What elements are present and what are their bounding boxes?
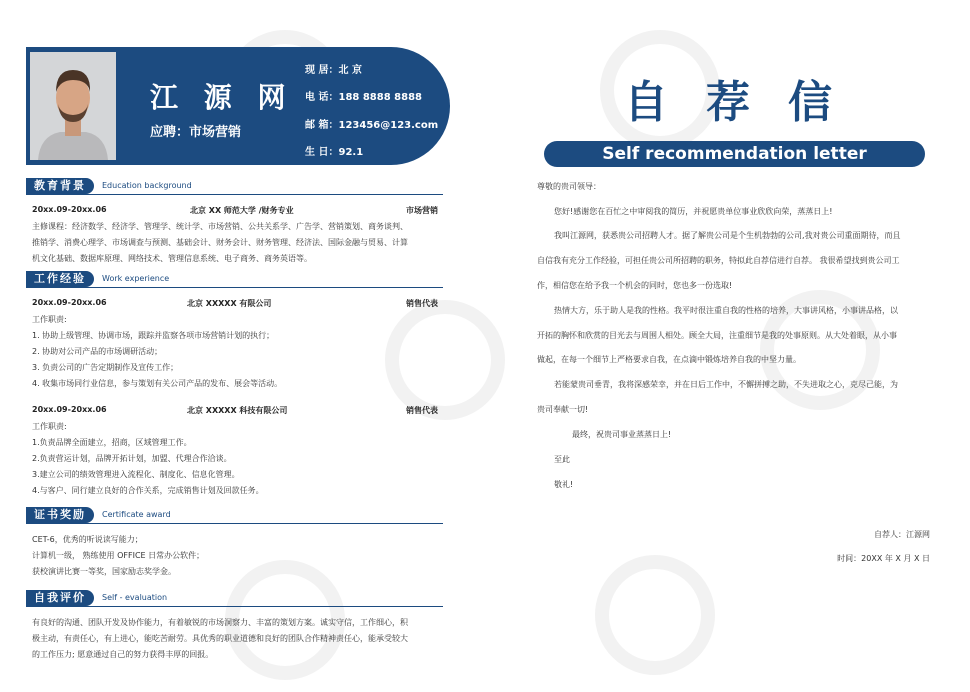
award-line: 计算机一级， 熟练使用 OFFICE 日常办公软件； bbox=[32, 551, 205, 560]
work-period: 20xx.09-20xx.06 bbox=[32, 405, 107, 414]
education-school: 北京 XX 师范大学 /财务专业 bbox=[190, 206, 294, 215]
info-phone bbox=[305, 88, 422, 103]
letter-paragraph: 自信我有充分工作经验，可担任贵公司所招聘的职务，特拟此自荐信进行自荐。 我很希望找到贵公司工 bbox=[537, 256, 900, 265]
section-divider bbox=[26, 606, 443, 607]
letter-title: 自荐信 bbox=[624, 77, 870, 128]
award-line: 获校演讲比赛一等奖，国家励志奖学金。 bbox=[32, 567, 176, 576]
work-company: 北京 XXXXX 科技有限公司 bbox=[187, 406, 288, 415]
section-title-en: Work experience bbox=[102, 274, 170, 283]
info-label: 邮 箱： bbox=[305, 120, 339, 131]
work-label: 工作职责: bbox=[32, 422, 67, 431]
self-eval-line: 的工作压力; 愿意通过自己的努力获得丰厚的回报。 bbox=[32, 650, 214, 659]
letter-paragraph: 开拓的胸怀和欣赏的目光去与周围人相处。顾全大局，注重细节是我的处事原则。从大处着眼，从小事 bbox=[537, 331, 897, 340]
letter-signer: 自荐人：江源网 bbox=[874, 530, 930, 539]
work-row bbox=[32, 405, 442, 417]
letter-greeting: 尊敬的贵司领导： bbox=[537, 182, 601, 191]
section-divider bbox=[26, 287, 443, 288]
section-title: 工作经验 bbox=[26, 271, 94, 287]
info-value: 188 8888 8888 bbox=[338, 92, 422, 103]
education-major: 市场营销 bbox=[406, 206, 438, 215]
work-line: 3.建立公司的绩效管理进入流程化、制度化、信息化管理。 bbox=[32, 470, 240, 479]
education-row bbox=[32, 205, 442, 217]
self-eval-line: 极主动，有责任心，有上进心，能吃苦耐劳。具优秀的职业道德和良好的团队合作精神责任心，能承受较大 bbox=[32, 634, 408, 643]
info-label: 电 话： bbox=[305, 92, 339, 103]
work-label: 工作职责: bbox=[32, 315, 67, 324]
self-eval-line: 有良好的沟通、团队开发及协作能力，有着敏锐的市场洞察力、丰富的策划方案。诚实守信，工作细心，积 bbox=[32, 618, 408, 627]
info-label: 现 居： bbox=[305, 65, 339, 76]
work-line: 4. 收集市场同行业信息，参与策划有关公司产品的发布、展会等活动。 bbox=[32, 379, 283, 388]
letter-closing: 最终，祝贵司事业蒸蒸日上! bbox=[572, 430, 672, 439]
education-period: 20xx.09-20xx.06 bbox=[32, 205, 107, 214]
info-value: 北 京 bbox=[338, 65, 362, 76]
letter-paragraph: 我叫江源网，获悉贵公司招聘人才。据了解贵公司是个生机勃勃的公司,我对贵公司重面期待，而且 bbox=[554, 231, 901, 240]
info-email bbox=[305, 116, 438, 131]
watermark-logo bbox=[595, 555, 715, 675]
work-line: 3. 负责公司的广告定期制作及宣传工作； bbox=[32, 363, 179, 372]
work-company: 北京 XXXXX 有限公司 bbox=[187, 299, 272, 308]
info-birthday bbox=[305, 143, 363, 158]
section-title-en: Self - evaluation bbox=[102, 593, 168, 602]
award-line: CET-6，优秀的听说读写能力； bbox=[32, 535, 143, 544]
education-line: 推销学、消费心理学、市场调查与预测、基础会计、财务会计、财务管理、经济法、国际金融与贸易、计算 bbox=[32, 238, 408, 247]
education-line: 机文化基础、数据库原理、网络技术、管理信息系统、电子商务、商务英语等。 bbox=[32, 254, 312, 263]
applying-position: 应聘：市场营销 bbox=[150, 125, 242, 140]
work-line: 4.与客户、同行建立良好的合作关系，完成销售计划及回款任务。 bbox=[32, 486, 264, 495]
candidate-name: 江 源 网 bbox=[150, 81, 294, 114]
work-line: 1. 协助上级管理、协调市场，跟踪并监察各项市场营销计划的执行； bbox=[32, 331, 275, 340]
letter-sign-off: 至此 bbox=[554, 455, 570, 464]
letter-date: 时间：20XX 年 X 月 X 日 bbox=[837, 554, 930, 563]
info-label: 生 日： bbox=[305, 147, 339, 158]
section-title-en: Certificate award bbox=[102, 510, 171, 519]
info-location bbox=[305, 61, 362, 76]
section-title: 证书奖励 bbox=[26, 507, 94, 523]
section-divider bbox=[26, 194, 443, 195]
work-period: 20xx.09-20xx.06 bbox=[32, 298, 107, 307]
info-value: 123456@123.com bbox=[338, 120, 439, 131]
letter-sign-off: 敬礼! bbox=[554, 480, 574, 489]
watermark-logo bbox=[385, 300, 505, 420]
info-value: 92.1 bbox=[338, 147, 364, 158]
letter-paragraph: 贵司奉献一切! bbox=[537, 405, 589, 414]
avatar bbox=[30, 52, 116, 160]
work-position: 销售代表 bbox=[406, 406, 438, 415]
section-title-en: Education background bbox=[102, 181, 192, 190]
section-title: 自我评价 bbox=[26, 590, 94, 606]
section-divider bbox=[26, 523, 443, 524]
work-position: 销售代表 bbox=[406, 299, 438, 308]
letter-paragraph: 做起，在每一个细节上严格要求自我，在点滴中锻炼培养自我的中坚力量。 bbox=[537, 355, 801, 364]
letter-paragraph: 您好!感谢您在百忙之中审阅我的简历，并祝愿贵单位事业欣欣向荣，蒸蒸日上! bbox=[554, 207, 833, 216]
section-title: 教育背景 bbox=[26, 178, 94, 194]
letter-subtitle: Self recommendation letter bbox=[544, 141, 925, 167]
letter-paragraph: 热情大方，乐于助人是我的性格。我平时很注重自我的性格的培养，大事讲风格，小事讲品格，以 bbox=[554, 306, 898, 315]
work-line: 2. 协助对公司产品的市场调研活动； bbox=[32, 347, 163, 356]
education-line: 主修课程：经济数学、经济学、管理学、统计学、市场营销、公共关系学、广告学、营销策划、商务谈判、 bbox=[32, 222, 408, 231]
work-line: 1.负责品牌全面建立，招商，区域管理工作。 bbox=[32, 438, 192, 447]
letter-paragraph: 作，相信您在给予我一个机会的同时，您也多一份选取! bbox=[537, 281, 733, 290]
letter-paragraph: 若能蒙贵司垂青，我将深感荣幸，并在日后工作中，不懈拼搏之助，不失进取之心，克尽己能，为 bbox=[554, 380, 898, 389]
work-line: 2.负责营运计划，品牌开拓计划，加盟、代理合作洽谈。 bbox=[32, 454, 232, 463]
work-row bbox=[32, 298, 442, 310]
